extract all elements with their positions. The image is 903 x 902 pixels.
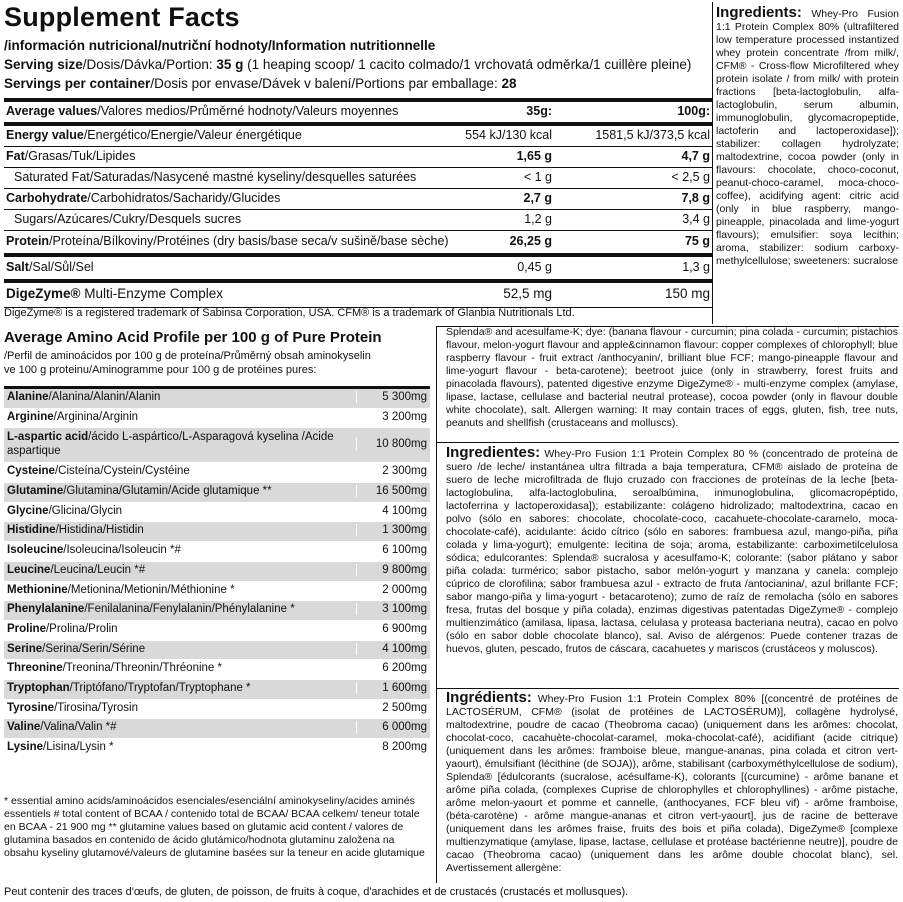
nutrition-header-35g: 35g:: [526, 104, 552, 118]
amino-name-en: Arginine: [7, 410, 54, 423]
amino-name-translations: /Isoleucina/Isoleucin *#: [63, 544, 181, 557]
nutrient-value-35g: 2,7 g: [523, 191, 552, 205]
nutrition-row: [4, 167, 712, 188]
nutrient-value-35g: 1,65 g: [516, 149, 552, 163]
serving-size-label: Serving size: [4, 57, 83, 72]
ingredients-en-title: Ingredients:: [716, 4, 802, 21]
nutrient-value-100g: 1581,5 kJ/373,5 kcal: [595, 128, 710, 142]
servings-amount: 28: [501, 76, 517, 91]
amino-name-en: Histidine: [7, 524, 56, 537]
amino-name: [7, 643, 352, 655]
ingredients-en-text: Whey-Pro Fusion 1:1 Protein Complex 80% (ultrafiltered low temperature processed instantized whey protein concentrate /from milk/, CFM® - Cross-flow Microfiltered whey protein isolate / from milk/ with protein fractions [beta-lactoglobulin, alfa-lactoglobulin, serum albumin, immunoglobulin, glycomacropeptide, lactoferin and lactoperoxidase]); stabilizer: collagen hydrolyzate; maltodextrine, cocoa powder (only in flavours: chocolate, choco-coconut, peanut-choco-caramel, moca-choco-coffee), acidifying agent: citric acid (only in blue raspberry, mango-pineapple, pinacolada and lime-yogurt flavours); emulsifier: soya lecithin; aroma, stabilizer: sodium carboxy-methylcellulose; sweeteners: sucralose: [716, 8, 899, 267]
nutrient-value-100g: 7,8 g: [681, 191, 710, 205]
nutrient-value-100g: 3,4 g: [682, 212, 710, 226]
amino-name: [7, 702, 352, 714]
nutrient-name-rest: /Grasas/Tuk/Lipides: [24, 149, 136, 163]
amino-name: [7, 430, 352, 458]
amino-name-en: Methionine: [7, 583, 68, 596]
amino-value: 4 100mg: [356, 643, 427, 655]
nutrient-value-100g: 75 g: [684, 234, 710, 248]
nutrient-value-100g: < 2,5 g: [671, 170, 710, 184]
nutrient-value-35g: 1,2 g: [524, 212, 552, 226]
amino-row: [4, 660, 430, 680]
amino-name-translations: /Glicina/Glycin: [48, 504, 123, 517]
amino-row: [4, 542, 430, 562]
amino-subtitle: /Perfil de aminoácidos por 100 g de proteína/Průměrný obsah aminokyselin: [4, 350, 371, 362]
nutrition-row: [4, 230, 712, 253]
servings-per-container: [4, 76, 517, 91]
amino-value: 3 100mg: [356, 603, 427, 615]
nutrition-header-label: Average values/Valores medios/Průměrné hodnoty/Valeurs moyennes: [6, 104, 399, 118]
nutrition-row: [4, 253, 712, 279]
nutrition-row: [4, 188, 712, 209]
amino-value: 10 800mg: [356, 438, 427, 450]
amino-name: [7, 603, 352, 615]
amino-name: [7, 485, 352, 497]
section-divider: [436, 442, 899, 443]
amino-value: 1 300mg: [356, 524, 427, 536]
amino-name-translations: /Leucina/Leucin *#: [50, 563, 146, 576]
amino-value: 8 200mg: [356, 741, 427, 753]
nutrient-value-100g: 150 mg: [664, 286, 710, 301]
amino-value: 9 800mg: [356, 564, 427, 576]
amino-subtitle: ve 100 g proteinu/Aminogramme pour 100 g de protéines pures:: [4, 364, 317, 376]
amino-name-en: Phenylalanine: [7, 603, 85, 616]
amino-name-translations: /Cisteína/Cystein/Cystéine: [54, 465, 190, 478]
amino-row: [4, 463, 430, 483]
amino-name: [7, 584, 352, 596]
amino-name-en: Glutamine: [7, 485, 64, 498]
column-divider: [436, 326, 437, 883]
amino-name-en: Proline: [7, 622, 46, 635]
amino-name-translations: /Metionina/Metionin/Méthionine *: [67, 583, 235, 596]
amino-value: 1 600mg: [356, 682, 427, 694]
nutrient-name: DigeZyme®: [6, 286, 81, 301]
nutrient-name-rest: Saturated Fat/Saturadas/Nasycené mastné kyseliny/desquelles saturées: [14, 170, 417, 184]
nutrient-name-rest: Multi-Enzyme Complex: [80, 286, 224, 301]
amino-name-translations: /Prolina/Prolin: [45, 622, 118, 635]
amino-footnote: * essential amino acids/aminoácidos esenciales/esenciální aminokyseliny/acides aminés essentiels # total content of BCAA / contenido total de BCAA/ BCAA celkem/ teneur totale en BCAA - 21 900 mg ** glutamine values based on glutamic acid content / valores de glutamina basados en contenido de ácido glutámico/hodnota glutaminu založena na obsahu kyseliny glutamové/valeurs de glutamine basées sur la teneur en acide glutamique: [4, 795, 425, 859]
amino-row: [4, 739, 430, 759]
amino-name: [7, 721, 352, 733]
page-title: Supplement Facts: [4, 2, 240, 32]
amino-value: 6 000mg: [356, 721, 427, 733]
amino-name: [7, 623, 352, 635]
amino-name-en: L-aspartic acid: [7, 431, 89, 444]
amino-name-translations: /Alanina/Alanin/Alanin: [48, 391, 161, 403]
serving-size-label-rest: /Dosis/Dávka/Portion:: [82, 57, 217, 72]
trademark-note: DigeZyme® is a registered trademark of Sabinsa Corporation, USA. CFM® is a trademark of Glanbia Nutritionals Ltd.: [4, 307, 575, 319]
amino-name: [7, 391, 352, 403]
amino-name-en: Lysine: [7, 741, 44, 753]
amino-value: 6 900mg: [356, 623, 427, 635]
amino-value: 2 000mg: [356, 584, 427, 596]
amino-value: 2 500mg: [356, 702, 427, 714]
nutrition-row: [4, 209, 712, 230]
amino-name-en: Tryptophan: [7, 681, 70, 694]
amino-row: [4, 680, 430, 700]
amino-name-en: Leucine: [7, 563, 51, 576]
amino-name-en: Cysteine: [7, 465, 55, 478]
amino-name-en: Alanine: [7, 391, 49, 403]
nutrient-value-35g: 52,5 mg: [503, 286, 552, 301]
serving-size-amount: 35 g: [216, 57, 244, 72]
amino-name-translations: /Tirosina/Tyrosin: [54, 701, 139, 714]
amino-row: [4, 601, 430, 621]
amino-title: Average Amino Acid Profile per 100 g of Pure Protein: [4, 329, 382, 346]
amino-name: [7, 682, 352, 694]
nutrient-name-rest: /Carbohidratos/Sacharidy/Glucides: [87, 191, 281, 205]
amino-value: 5 300mg: [356, 391, 427, 403]
servings-label: Servings per container: [4, 76, 151, 91]
allergen-footer: Peut contenir des traces d'œufs, de gluten, de poisson, de fruits à coque, d'arachides et de crustacés (crustacés et mollusques).: [4, 886, 629, 898]
amino-name-translations: /Glutamina/Glutamin/Acide glutamique **: [63, 485, 272, 498]
nutrient-value-100g: 1,3 g: [682, 260, 710, 274]
amino-value: 6 100mg: [356, 544, 427, 556]
page-subtitle: /información nutricional/nutriční hodnoty/Information nutritionnelle: [4, 38, 436, 53]
amino-name-translations: /Lisina/Lysin *: [43, 741, 114, 753]
amino-name-en: Tyrosine: [7, 701, 55, 714]
ingredients-es-title: Ingredientes:: [446, 444, 541, 461]
amino-name-en: Glycine: [7, 504, 49, 517]
nutrition-header-100g: 100g:: [677, 104, 710, 118]
amino-name-en: Valine: [7, 721, 41, 734]
amino-name-translations: /Histidina/Histidin: [55, 524, 144, 537]
amino-name-translations: /ácido L-aspártico/L-Asparagová kyselina /Acide aspartique: [7, 431, 334, 458]
amino-row: [4, 700, 430, 720]
amino-name: [7, 505, 352, 517]
ingredients-fr-text: Whey-Pro Fusion 1:1 Protein Complex 80% [(concentré de protéines de LACTOSÉRUM, CFM® (isolat de protéines de LACTOSÉRUM)], collagène hydrolysé, maltodextrine, poudre de cacao (Theobroma cacao) (uniquement dans les arômes: chocolat, chocolat-coco, cacahuète-chocolat-caramel, moka-chocolat-café), acidifiant (acide citrique) (uniquement dans les arômes: framboise bleue, mangue-ananas, pina colada et citron vert-yaourt), émulsifiant (lécithine (de SOJA)), arôme, stabilisant (carboxyméthylcellulose de sodium), Splenda® [édulcorants (sucralose, acésulfame-K), colorants [(curcumine) - arôme banane et arôme piña colada, (complexes Cuprise de chlorophylles et chlorophyllines) - arôme pistache, arôme melon-yaourt et pomme et cannelle, (anthocyanes, FCF bleu vif) - arôme framboise, (béta-carotène) - arôme mangue-ananas et citron vert-yaourt], jus de racine de betterave (uniquement dans les arômes fraise, fruits des bois et piña colada), DigeZyme® [complexe multienzymatique (amylase, lipase, lactase, cellulase et protéase bactérienne neutre)], poudre de cacao (Theobroma cacao) (uniquement dans les arôme double chocolat blanc), sel. Avertissement allergène:: [446, 693, 898, 874]
amino-name: [7, 564, 352, 576]
amino-row: [4, 409, 430, 429]
nutrient-value-35g: 0,45 g: [517, 260, 552, 274]
amino-row: [4, 582, 430, 602]
nutrient-name: Energy value: [6, 128, 84, 142]
amino-value: 3 200mg: [356, 411, 427, 423]
amino-name: [7, 544, 352, 556]
amino-value: 16 500mg: [356, 485, 427, 497]
amino-name: [7, 524, 352, 536]
nutrient-name: Salt: [6, 260, 29, 274]
serving-size-desc: (1 heaping scoop/ 1 cacito colmado/1 vrchovatá odměrka/1 cuillère pleine): [243, 57, 692, 72]
amino-row: [4, 621, 430, 641]
nutrient-value-35g: 26,25 g: [509, 234, 552, 248]
amino-row: [4, 522, 430, 542]
amino-name-en: Serine: [7, 642, 43, 655]
amino-row: [4, 503, 430, 523]
ingredients-es: [446, 446, 898, 656]
amino-row: [4, 428, 430, 463]
amino-value: 2 300mg: [356, 465, 427, 477]
amino-name-translations: /Fenilalanina/Fenylalanin/Phénylalanine *: [84, 603, 295, 616]
amino-row: [4, 562, 430, 582]
nutrient-name: Protein: [6, 234, 50, 248]
nutrition-row: [4, 279, 712, 308]
nutrient-name-rest: /Proteína/Bílkoviny/Protéines (dry basis/base seca/v sušině/base sèche): [49, 234, 449, 248]
amino-value: 4 100mg: [356, 505, 427, 517]
nutrient-name-rest: /Sal/Sůl/Sel: [28, 260, 94, 274]
amino-name-translations: /Treonina/Threonin/Thréonine *: [62, 662, 222, 675]
amino-row: [4, 389, 430, 409]
amino-name: [7, 741, 352, 753]
amino-name-translations: /Serina/Serin/Sérine: [42, 642, 146, 655]
ingredients-fr-title: Ingrédients:: [446, 689, 532, 706]
ingredients-en: [716, 6, 899, 268]
amino-row: [4, 719, 430, 739]
nutrition-header-row: [4, 98, 712, 122]
amino-name: [7, 465, 352, 477]
amino-name-en: Isoleucine: [7, 544, 64, 557]
amino-name-translations: /Valina/Valin *#: [40, 721, 117, 734]
nutrition-row: [4, 122, 712, 146]
ingredients-es-text: Whey-Pro Fusion 1:1 Protein Complex 80 % (concentrado de proteína de suero /de leche/ instantánea ultra filtrada a baja temperatura, CFM® aislado de proteína de suero de leche microfiltrada de flujo cruzado con fracciones de proteínas de la leche [beta-lactoglobulina, alfa-lactoglobulina, seroalbúmina, inmunoglobulina, glicomacropéptido, lactoferrina y lactoperoxidasa]); estabilizante: colágeno hidrolizado; maltodextrina, cacao en polvo (sólo en sabores: chocolate, chocolate-coco, cacahuete-chocolate-caramelo, moca-chocolate-café), acidulante: ácido cítrico (sólo en sabores: frambuesa azul, mango-piña, piña colada y lima-yogurt); emulgente: lecitina de soja; aroma, estabilizante: carboximetilcelulosa sódica; edulcorantes: Splenda® sucralosa y acesulfamo-K; colorante: (sabor plátano y sabor piña colada: turmérico; sabor pistacho, sabor melón-yogurt y manzana y canela: complejo cúprico de clorofilina; sabor frambuesa azul - extracto de fruta /antocianina/, azul brillante FCF; sabor mango-piña y lima-yogurt - betacaroteno); zumo de raíz de remolacha (sólo en sabores fresa, frutas del bosque y piña colada), enzimas digestivas patentadas DigeZyme® - complejo multienzimático (amilasa, lipasa, lactasa, celulasa y proteasa bacteriana neutra), cacao en polvo (sólo en sabor doble chocolate blanco), sal. Aviso de alérgenos: Puede contener trazas de huevos, gluten, pescado, frutos de cáscara, cacahuetes y mariscos (crustáceos y moluscos).: [446, 448, 898, 655]
nutrient-name-rest: /Energético/Energie/Valeur énergétique: [83, 128, 302, 142]
amino-name: [7, 411, 352, 423]
amino-table: [4, 386, 430, 759]
nutrient-name-rest: Sugars/Azúcares/Cukry/Desquels sucres: [14, 212, 242, 226]
servings-label-rest: /Dosis por envase/Dávek v balení/Portions par emballage:: [150, 76, 502, 91]
amino-name-en: Threonine: [7, 662, 63, 675]
nutrient-value-35g: 554 kJ/130 kcal: [465, 128, 552, 142]
nutrient-name: Fat: [6, 149, 25, 163]
amino-name-translations: /Arginina/Arginin: [53, 410, 139, 423]
nutrient-value-100g: 4,7 g: [681, 149, 710, 163]
serving-size: [4, 57, 691, 72]
nutrient-value-35g: < 1 g: [523, 170, 552, 184]
nutrition-table: [4, 98, 712, 308]
ingredients-fr: [446, 691, 898, 875]
amino-row: [4, 641, 430, 661]
nutrient-name: Carbohydrate: [6, 191, 88, 205]
ingredients-en-continued: Splenda® and acesulfame-K; dye: (banana flavour - curcumin; pina colada - curcumin; pistachios flavour, melon-yogurt flavour and apple&cinnamon flavour: copper complexes of chlorophyll; blue raspberry flavour - fruit extract /anthocyanin/, brilliant blue FCF; mango-pineapple flavour and lime-yogurt flavour - beta-carotene); beetroot juice (only in strawberry, forest fruits and pinacolada flavours), patented digestive enzyme DigeZyme® - multi-enzyme complex (amylase, lipase, lactase, cellulase and bacterial neutral protease), cocoa powder (only in flavour double white chocolate), salt. Allergen warning: It may contain traces of eggs, gluten, fish, tree nuts, peanuts and shellfish (crustaceans and molluscs).: [446, 326, 898, 429]
amino-row: [4, 483, 430, 503]
amino-name-translations: /Triptófano/Tryptofan/Tryptophane *: [69, 681, 251, 694]
amino-name: [7, 662, 352, 674]
nutrition-row: [4, 146, 712, 167]
column-divider: [712, 2, 713, 324]
amino-value: 6 200mg: [356, 662, 427, 674]
